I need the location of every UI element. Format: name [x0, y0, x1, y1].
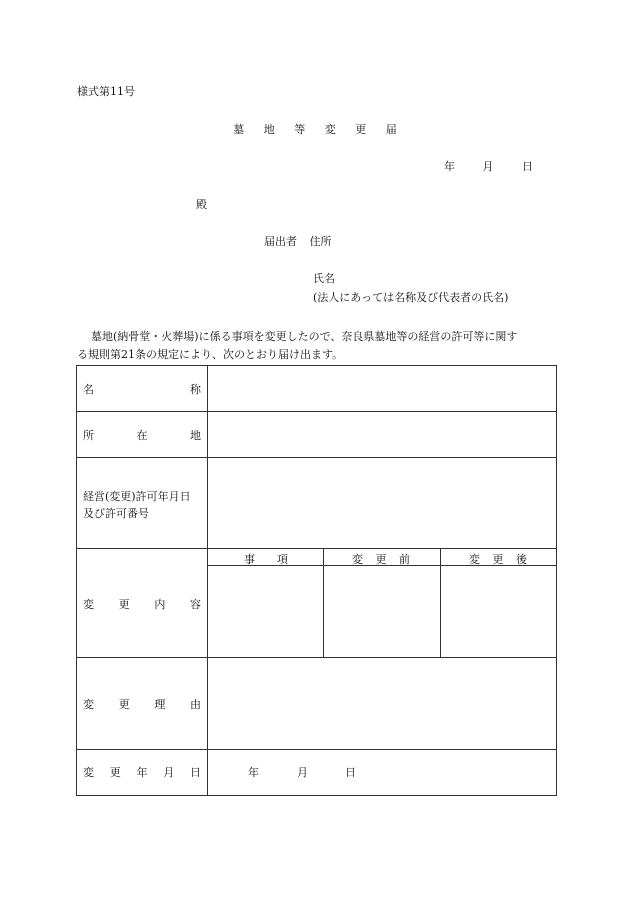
date-day: 日 [522, 160, 533, 173]
title-char: 等 [294, 123, 306, 136]
title-char: 地 [263, 123, 275, 136]
change-date-row-label: 変 更 年 月 日 [83, 766, 201, 779]
name-note: (法人にあっては名称及び代表者の氏名) [313, 291, 509, 304]
name-label: 氏名 [313, 272, 335, 285]
change-before-input-cell[interactable] [324, 566, 440, 657]
title-char: 更 [355, 123, 367, 136]
title-char: 墓 [233, 123, 245, 136]
date-year: 年 [444, 160, 455, 173]
permit-label-line1: 経営(変更)許可年月日 [83, 490, 191, 503]
notification-form-table [76, 365, 557, 796]
document-title [0, 124, 630, 135]
change-reason-input-cell[interactable] [208, 658, 557, 749]
body-text-line2: る規則第21条の規定により、次のとおり届け出ます。 [77, 348, 344, 361]
name-input-cell[interactable] [208, 366, 557, 411]
change-reason-row-label: 変 更 理 由 [83, 698, 201, 711]
after-column-header: 変 更 後 [469, 553, 527, 566]
date-month: 月 [482, 160, 494, 173]
title-char: 変 [324, 123, 336, 136]
notifier-label: 届出者 [264, 235, 297, 248]
form-number: 様式第11号 [77, 85, 135, 98]
before-column-header: 変 更 前 [352, 553, 410, 566]
change-item-input-cell[interactable] [208, 566, 323, 657]
permit-input-cell[interactable] [208, 458, 557, 548]
permit-label-line2: 及び許可番号 [83, 507, 149, 520]
change-date-month: 月 [297, 766, 308, 779]
addressee-suffix: 殿 [196, 198, 207, 211]
location-input-cell[interactable] [208, 412, 557, 457]
notifier-address-line [264, 236, 332, 247]
item-column-header: 事 項 [244, 553, 288, 566]
body-text-line1: 墓地(納骨堂・火葬場)に係る事項を変更したので、奈良県墓地等の経営の許可等に関す [91, 330, 518, 343]
change-content-row-label: 変 更 内 容 [83, 598, 201, 611]
address-label: 住所 [309, 235, 332, 248]
title-char: 届 [385, 123, 397, 136]
change-after-input-cell[interactable] [441, 566, 557, 657]
location-row-label: 所 在 地 [83, 429, 201, 442]
name-row-label: 名 称 [83, 383, 201, 396]
row-divider [77, 548, 556, 549]
submission-date [444, 161, 533, 172]
change-date-day: 日 [345, 766, 356, 779]
change-date-year: 年 [248, 766, 259, 779]
change-date-input-cell[interactable] [208, 750, 557, 796]
